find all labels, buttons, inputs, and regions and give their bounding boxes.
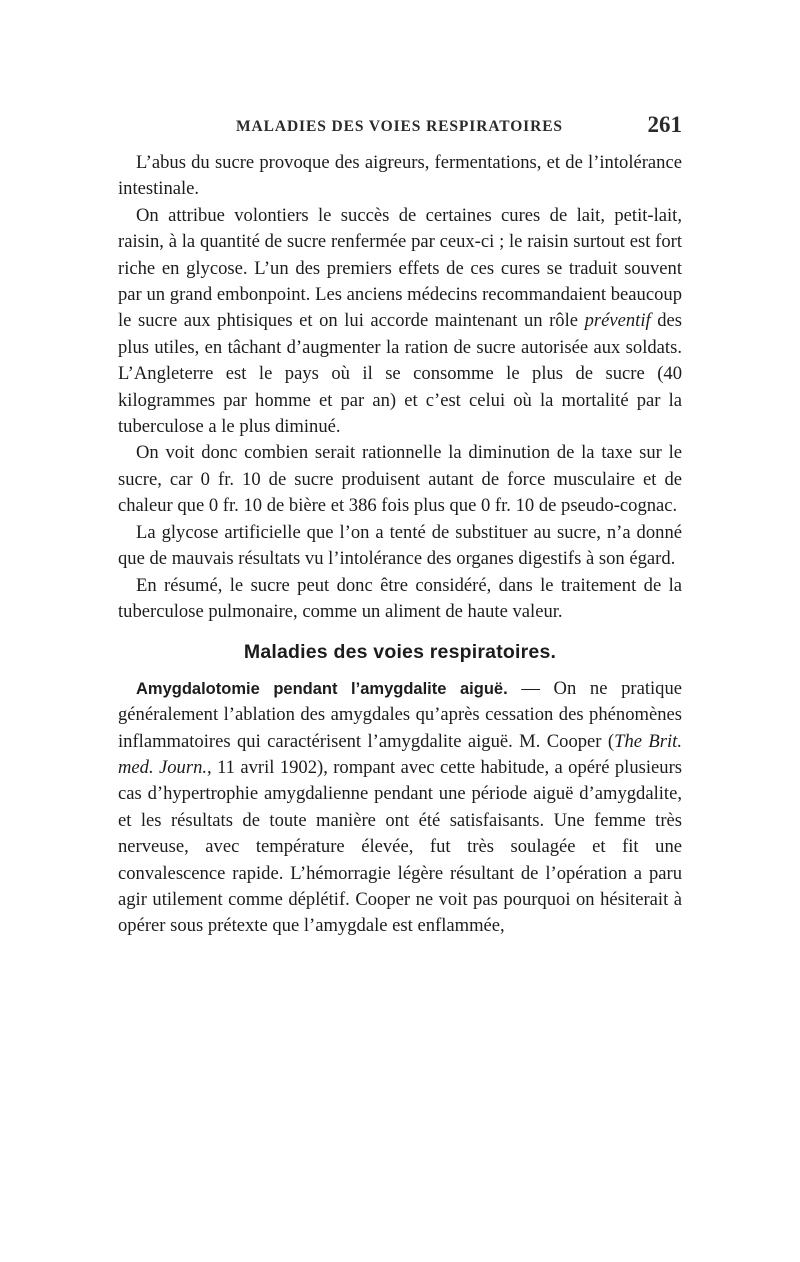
running-title: MALADIES DES VOIES RESPIRATOIRES [236,118,563,135]
article-text-2: , 11 avril 1902), rompant avec cette habitude, a opéré plusieurs cas d’hypertrophie amygdalienne pendant une période aiguë d’amygdalite, et les résultats de toute manière ont été satisfaisants. Une femme très nerveuse, avec température élevée, fut très soulagée et fit une convalescence rapide. L’hémorragie légère résultant de l’opération a paru agir utilement comme déplétif. Cooper ne voit pas pourquoi on hésiterait à opérer sous prétexte que l’amygdale est enflammée, [118,756,682,937]
journal-citation: The Brit. med. Journ. [118,730,682,778]
paragraph-amygdalotomy [118,676,682,940]
paragraph-sugar-abuse: L’abus du sucre provoque des aigreurs, fermentations, et de l’intolérance intestinale. [118,152,682,200]
article-text-1: — On ne pratique généralement l’ablation des amygdales qu’après cessation des phénomènes inflammatoires qui caractérisent l’amygdalite aiguë. M. Cooper ( [118,677,682,752]
italic-preventif: préventif [584,310,651,332]
paragraph-summary: En résumé, le sucre peut donc être considéré, dans le traitement de la tuberculose pulmonaire, comme un aliment de haute valeur. [118,574,682,622]
page-body [118,150,682,940]
running-header [118,112,682,142]
paragraph-cures-text-1: On attribue volontiers le succès de certaines cures de lait, petit-lait, raisin, à la quantité de sucre renfermée par ceux-ci ; le raisin surtout est fort riche en glycose. L’un des premiers effets de ces cures se traduit souvent par un grand embonpoint. Les anciens médecins recommandaient beaucoup le sucre aux phtisiques et on lui accorde maintenant un rôle [118,204,682,332]
page-number: 261 [647,112,682,137]
paragraph-cures [118,203,682,441]
section-heading: Maladies des voies respiratoires. [243,641,557,664]
paragraph-artificial-glycose: La glycose artificielle que l’on a tenté de substituer au sucre, n’a donné que de mauvais résultats vu l’intolérance des organes digestifs à son égard. [118,521,682,570]
paragraph-cures-text-2: des plus utiles, en tâchant d’augmenter la ration de sucre autorisée aux soldats. L’Angleterre est le pays où il se consomme le plus de sucre (40 kilogrammes par homme et par an) et c’est celui où la mortalité par la tuberculose a le plus diminué. [118,310,682,438]
article-title: Amygdalotomie pendant l’amygdalite aiguë. [136,679,508,698]
paragraph-sugar-tax: On voit donc combien serait rationnelle la diminution de la taxe sur le sucre, car 0 fr. 10 de sucre produisent autant de force musculaire et de chaleur que 0 fr. 10 de bière et 386 fois plus que 0 fr. 10 de pseudo-cognac. [118,442,682,517]
book-page [118,112,682,940]
